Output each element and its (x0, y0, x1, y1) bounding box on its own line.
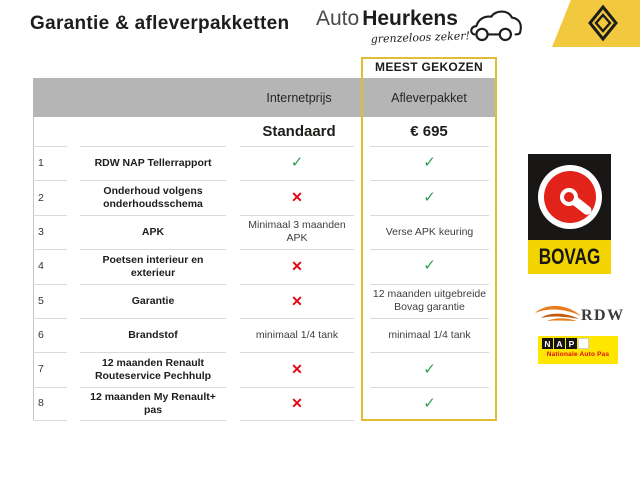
table-row (33, 352, 497, 386)
check-icon: ✓ (423, 360, 436, 378)
row-label: 12 maanden Renault Routeservice Pechhulp (80, 352, 226, 386)
meest-gekozen-badge: MEEST GEKOZEN (375, 60, 483, 74)
brand-name: Heurkens (362, 7, 458, 30)
afleverpakket-cell (370, 284, 489, 318)
nap-letter-p: P (566, 338, 577, 349)
table-row (33, 318, 497, 352)
check-icon: ✓ (423, 257, 436, 275)
table-row (33, 249, 497, 283)
afleverpakket-cell (370, 387, 489, 421)
table-row (33, 387, 497, 421)
cell-text: Verse APK keuring (385, 225, 474, 238)
row-number: 6 (33, 318, 67, 352)
row-number: 3 (33, 215, 67, 249)
cell-text: minimaal 1/4 tank (388, 329, 471, 342)
afleverpakket-cell (370, 249, 489, 283)
rdw-swoosh-icon (533, 300, 583, 328)
cell-text: 12 maanden uitgebreide Bovag garantie (372, 288, 487, 314)
column-header-afleverpakket: Afleverpakket (391, 90, 467, 105)
bovag-emblem (528, 154, 611, 240)
row-label: Poetsen interieur en exterieur (80, 249, 226, 283)
brand-tagline: grenzeloos zeker! (370, 29, 471, 46)
internetprijs-cell (240, 180, 354, 214)
internetprijs-cell (240, 284, 354, 318)
dealer-logo (316, 7, 470, 45)
cell-text: Minimaal 3 maanden APK (248, 219, 346, 245)
cross-icon: ✕ (291, 258, 303, 275)
afleverpakket-cell (370, 318, 489, 352)
cross-icon: ✕ (291, 395, 303, 412)
bovag-hub-icon (560, 188, 578, 206)
row-number: 1 (33, 146, 67, 180)
rdw-label: RDW (581, 307, 625, 324)
internetprijs-cell (240, 249, 354, 283)
nap-letter-n: N (542, 338, 553, 349)
bovag-logo (528, 154, 611, 274)
nap-logo (538, 336, 618, 364)
check-icon: ✓ (423, 188, 436, 206)
row-label: 12 maanden My Renault+ pas (80, 387, 226, 421)
brand-wordmark (316, 7, 470, 31)
bovag-disc-icon (544, 171, 596, 223)
nap-blank-block (578, 338, 589, 349)
cell-text: minimaal 1/4 tank (255, 329, 339, 342)
price-afleverpakket: € 695 (410, 123, 448, 140)
table-row (33, 284, 497, 318)
car-icon (468, 7, 524, 45)
nap-caption: Nationale Auto Pas (546, 351, 610, 358)
check-icon: ✓ (423, 154, 436, 172)
row-label: APK (80, 215, 226, 249)
page-title: Garantie & afleverpakketten (30, 13, 290, 34)
table-body (33, 146, 497, 421)
row-label: Garantie (80, 284, 226, 318)
row-number: 2 (33, 180, 67, 214)
afleverpakket-cell (370, 146, 489, 180)
internetprijs-cell (240, 318, 354, 352)
table-row (33, 215, 497, 249)
afleverpakket-cell (370, 180, 489, 214)
internetprijs-cell (240, 146, 354, 180)
check-icon: ✓ (423, 394, 436, 412)
table-row (33, 180, 497, 214)
renault-logo (552, 0, 640, 47)
nap-letter-blocks (538, 336, 618, 349)
bovag-banner (528, 240, 611, 274)
internetprijs-cell (240, 387, 354, 421)
row-number: 4 (33, 249, 67, 283)
price-internetprijs: Standaard (262, 123, 336, 140)
brand-prefix: Auto (316, 7, 360, 30)
row-number: 8 (33, 387, 67, 421)
cross-icon: ✕ (291, 292, 303, 309)
rdw-logo (533, 300, 627, 332)
cross-icon: ✕ (291, 361, 303, 378)
renault-diamond-icon (588, 4, 618, 42)
row-number: 5 (33, 284, 67, 318)
internetprijs-cell (240, 352, 354, 386)
cross-icon: ✕ (291, 189, 303, 206)
internetprijs-cell (240, 215, 354, 249)
table-row (33, 146, 497, 180)
bovag-label: BOVAG (538, 244, 601, 269)
row-label: Brandstof (80, 318, 226, 352)
afleverpakket-cell (370, 215, 489, 249)
check-icon: ✓ (290, 154, 304, 172)
bovag-ring-icon (538, 165, 602, 229)
row-label: Onderhoud volgens onderhoudsschema (80, 180, 226, 214)
nap-letter-a: A (554, 338, 565, 349)
column-header-internetprijs: Internetprijs (266, 90, 332, 105)
row-number: 7 (33, 352, 67, 386)
row-label: RDW NAP Tellerrapport (80, 146, 226, 180)
afleverpakket-cell (370, 352, 489, 386)
